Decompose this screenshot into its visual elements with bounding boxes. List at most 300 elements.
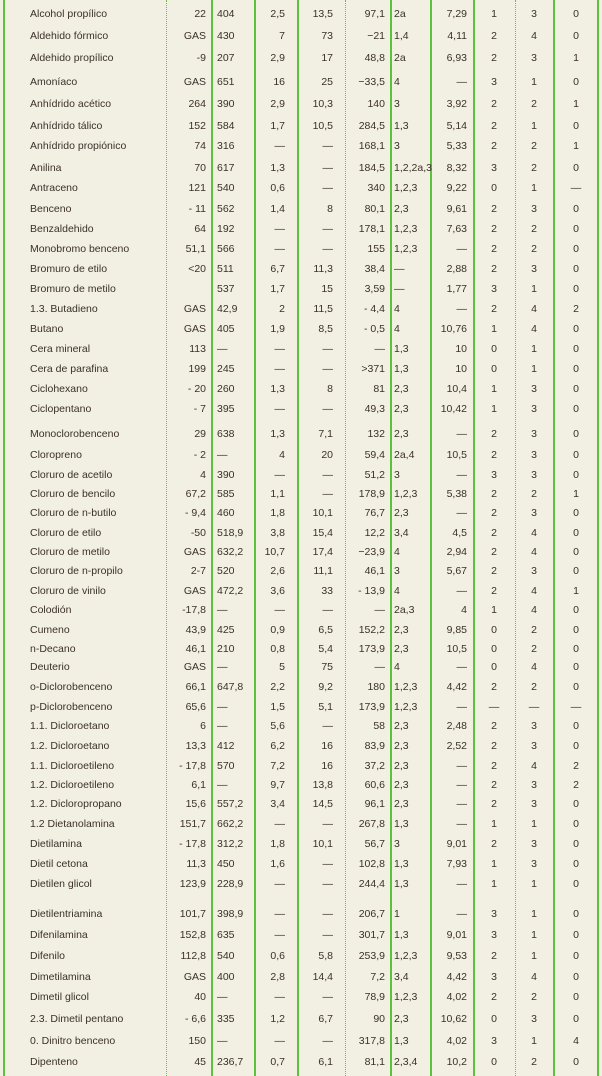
upper-limit: — (322, 403, 333, 415)
reactivity-hazard: 0 (573, 604, 579, 616)
reactivity-hazard: 0 (573, 428, 579, 440)
extinguish-method: 2,3 (394, 760, 409, 772)
reactivity-hazard: 1 (573, 488, 579, 500)
table-row (0, 239, 602, 259)
flash-point: 43,9 (185, 624, 206, 636)
compound-name: Benzaldehido (30, 223, 94, 235)
lower-limit: — (274, 818, 285, 830)
compound-name: 1.1. Dicloroetano (30, 720, 110, 732)
flash-point: GAS (183, 546, 206, 558)
boiling-point: 81,1 (364, 1056, 385, 1068)
upper-limit: 11,1 (313, 565, 333, 577)
lower-limit: 1,8 (270, 838, 285, 850)
density-value: 10,4 (446, 383, 467, 395)
density-value: 4,02 (446, 991, 467, 1003)
boiling-point: 168,1 (358, 140, 385, 152)
flash-point: 121 (188, 182, 206, 194)
upper-limit: — (322, 469, 333, 481)
compound-name: Dietil cetona (30, 858, 88, 870)
health-hazard: 2 (491, 779, 497, 791)
upper-limit: 10,1 (312, 838, 333, 850)
upper-limit: — (322, 488, 333, 500)
health-hazard: 1 (491, 8, 497, 20)
boiling-point: 173,9 (358, 701, 385, 713)
compound-name: Anhídrido acético (30, 98, 112, 110)
reactivity-hazard: 0 (573, 383, 579, 395)
reactivity-hazard: 0 (573, 323, 579, 335)
flash-point: 6 (200, 720, 206, 732)
flash-point: 67,2 (185, 488, 206, 500)
flash-point: -9 (196, 52, 206, 64)
table-row (0, 874, 602, 894)
fire-hazard: 2 (531, 488, 537, 500)
density-value: — (456, 303, 467, 315)
ignition-temp: 192 (217, 223, 235, 235)
fire-hazard: 1 (531, 818, 537, 830)
upper-limit: 13,5 (312, 8, 333, 20)
upper-limit: 15 (321, 283, 333, 295)
table-row (0, 399, 602, 419)
density-value: 10,62 (440, 1013, 467, 1025)
table-row (0, 72, 602, 92)
extinguish-method: 2,3,4 (394, 1056, 418, 1068)
table-row (0, 946, 602, 966)
lower-limit: 0,7 (270, 1056, 285, 1068)
ignition-temp: 570 (217, 760, 235, 772)
extinguish-method: 1,2,3 (394, 991, 418, 1003)
upper-limit: — (322, 720, 333, 732)
lower-limit: 1,3 (270, 383, 285, 395)
compound-name: Cloruro de n-propilo (30, 565, 123, 577)
fire-hazard: 3 (531, 469, 537, 481)
reactivity-hazard: 0 (573, 908, 579, 920)
health-hazard: 0 (491, 624, 497, 636)
boiling-point: 97,1 (364, 8, 385, 20)
table-row (0, 697, 602, 717)
reactivity-hazard: 0 (573, 858, 579, 870)
fire-hazard: 4 (531, 760, 537, 772)
ignition-temp: 511 (217, 263, 234, 275)
extinguish-method: 2,3 (394, 203, 409, 215)
compound-name: Monobromo benceno (30, 243, 130, 255)
compound-name: Ciclopentano (30, 403, 92, 415)
table-row (0, 299, 602, 319)
fire-hazard: 1 (531, 878, 537, 890)
ignition-temp: — (217, 604, 228, 616)
compound-name: Bromuro de metilo (30, 283, 116, 295)
health-hazard: 2 (491, 30, 497, 42)
compound-name: Cera de parafina (30, 363, 109, 375)
reactivity-hazard: 2 (573, 779, 579, 791)
upper-limit: — (322, 182, 333, 194)
extinguish-method: 3,4 (394, 527, 409, 539)
boiling-point: — (374, 343, 385, 355)
lower-limit: — (274, 1035, 285, 1047)
compound-name: Difenilo (30, 950, 66, 962)
extinguish-method: 2,3 (394, 1013, 409, 1025)
extinguish-method: 2,3 (394, 624, 409, 636)
health-hazard: 0 (491, 182, 497, 194)
fire-hazard: 1 (531, 283, 537, 295)
boiling-point: - 0,5 (363, 323, 385, 335)
lower-limit: 5,6 (270, 720, 285, 732)
lower-limit: 0,8 (270, 643, 285, 655)
reactivity-hazard: 0 (573, 546, 579, 558)
fire-hazard: 2 (531, 643, 537, 655)
density-value: 6,93 (446, 52, 467, 64)
upper-limit: 5,8 (318, 950, 333, 962)
compound-name: 1.2. Dicloroetileno (30, 779, 115, 791)
density-value: 10,76 (440, 323, 467, 335)
fire-hazard: 2 (531, 98, 537, 110)
reactivity-hazard: 0 (573, 363, 579, 375)
health-hazard: — (488, 701, 500, 713)
density-value: 10,42 (440, 403, 467, 415)
boiling-point: 284,5 (358, 120, 385, 132)
density-value: 8,32 (446, 162, 467, 174)
flash-point: GAS (183, 76, 206, 88)
density-value: 7,29 (446, 8, 467, 20)
compound-name: o-Diclorobenceno (30, 681, 113, 693)
flash-point: 112,8 (180, 950, 206, 962)
lower-limit: 2,6 (270, 565, 285, 577)
extinguish-method: 2a,3 (394, 604, 415, 616)
lower-limit: — (274, 403, 285, 415)
boiling-point: 152,2 (358, 624, 385, 636)
fire-hazard: 2 (531, 140, 537, 152)
fire-hazard: 2 (531, 162, 537, 174)
upper-limit: — (322, 1035, 333, 1047)
upper-limit: 75 (321, 661, 333, 673)
ignition-temp: — (217, 661, 228, 673)
lower-limit: 6,7 (270, 263, 285, 275)
health-hazard: 0 (491, 661, 497, 673)
fire-hazard: 3 (531, 203, 537, 215)
lower-limit: — (274, 343, 285, 355)
flash-point: 29 (194, 428, 206, 440)
fire-hazard: 1 (531, 950, 537, 962)
extinguish-method: 3 (394, 565, 400, 577)
ignition-temp: 518,9 (217, 527, 244, 539)
fire-hazard: 3 (531, 449, 537, 461)
boiling-point: 51,2 (364, 469, 385, 481)
ignition-temp: 520 (217, 565, 235, 577)
upper-limit: — (322, 929, 333, 941)
lower-limit: 3,4 (270, 798, 285, 810)
table-row (0, 834, 602, 854)
extinguish-method: 3 (394, 838, 400, 850)
extinguish-method: 1,2,3 (394, 182, 418, 194)
lower-limit: 1,7 (270, 120, 285, 132)
density-value: 3,92 (446, 98, 467, 110)
density-value: 5,67 (446, 565, 467, 577)
extinguish-method: 4 (394, 585, 400, 597)
table-row (0, 279, 602, 299)
density-value: 9,85 (446, 624, 467, 636)
boiling-point: — (374, 604, 385, 616)
compound-name: Cloruro de vinilo (30, 585, 106, 597)
upper-limit: 17 (321, 52, 333, 64)
health-hazard: 3 (491, 971, 497, 983)
upper-limit: 6,5 (318, 624, 333, 636)
reactivity-hazard: 0 (573, 798, 579, 810)
boiling-point: −23,9 (358, 546, 385, 558)
fire-hazard: 4 (531, 30, 537, 42)
compound-name: Butano (30, 323, 64, 335)
reactivity-hazard: — (570, 701, 582, 713)
flash-point: 152,8 (179, 929, 206, 941)
fire-hazard: 1 (531, 1035, 537, 1047)
lower-limit: 10,7 (264, 546, 285, 558)
table-row (0, 561, 602, 581)
table-row (0, 48, 602, 68)
health-hazard: 2 (491, 760, 497, 772)
ignition-temp: 585 (217, 488, 235, 500)
reactivity-hazard: 0 (573, 76, 579, 88)
density-value: — (456, 701, 467, 713)
upper-limit: — (322, 858, 333, 870)
health-hazard: 2 (491, 740, 497, 752)
reactivity-hazard: 2 (573, 760, 579, 772)
table-row (0, 178, 602, 198)
boiling-point: 178,1 (358, 223, 385, 235)
boiling-point: 173,9 (358, 643, 385, 655)
lower-limit: 3,6 (270, 585, 285, 597)
reactivity-hazard: 0 (573, 507, 579, 519)
density-value: 1,77 (446, 283, 467, 295)
boiling-point: 58 (373, 720, 385, 732)
compound-name: Antraceno (30, 182, 78, 194)
lower-limit: 0,6 (270, 182, 285, 194)
upper-limit: — (322, 818, 333, 830)
extinguish-method: 4 (394, 76, 400, 88)
fire-hazard: 1 (531, 120, 537, 132)
flash-point: - 2 (193, 449, 206, 461)
upper-limit: 10,3 (312, 98, 333, 110)
reactivity-hazard: 0 (573, 223, 579, 235)
fire-hazard: 1 (531, 908, 537, 920)
extinguish-method: 1,3 (394, 878, 409, 890)
flash-point: 46,1 (185, 643, 206, 655)
table-row (0, 1052, 602, 1072)
reactivity-hazard: 0 (573, 343, 579, 355)
compound-name: Anhídrido propiónico (30, 140, 127, 152)
boiling-point: 12,2 (364, 527, 385, 539)
fire-hazard: 4 (531, 527, 537, 539)
extinguish-method: 2,3 (394, 740, 409, 752)
flash-point: 11,3 (186, 858, 206, 870)
table-row (0, 736, 602, 756)
compound-name: n-Decano (30, 643, 76, 655)
extinguish-method: 1,2,3 (394, 701, 418, 713)
reactivity-hazard: 0 (573, 120, 579, 132)
ignition-temp: 210 (217, 643, 235, 655)
boiling-point: 76,7 (364, 507, 385, 519)
flash-point: 150 (188, 1035, 206, 1047)
ignition-temp: 638 (217, 428, 235, 440)
lower-limit: — (274, 243, 285, 255)
compound-name: 1.2. Dicloropropano (30, 798, 122, 810)
ignition-temp: 430 (217, 30, 235, 42)
ignition-temp: 562 (217, 203, 235, 215)
boiling-point: 96,1 (364, 798, 385, 810)
density-value: 7,63 (446, 223, 467, 235)
density-value: 9,01 (446, 929, 467, 941)
flash-point: 64 (194, 223, 206, 235)
flash-point: - 9,4 (184, 507, 206, 519)
compound-name: Dietilamina (30, 838, 82, 850)
boiling-point: 267,8 (358, 818, 385, 830)
ignition-temp: 540 (217, 182, 235, 194)
table-row (0, 219, 602, 239)
compound-name: Monoclorobenceno (30, 428, 120, 440)
upper-limit: 16 (321, 740, 333, 752)
reactivity-hazard: 0 (573, 8, 579, 20)
compound-name: 2.3. Dimetil pentano (30, 1013, 124, 1025)
health-hazard: 2 (491, 507, 497, 519)
extinguish-method: 1,2,3 (394, 950, 418, 962)
ignition-temp: 404 (217, 8, 235, 20)
compound-name: Cloruro de n-butilo (30, 507, 117, 519)
boiling-point: 48,8 (364, 52, 385, 64)
fire-hazard: 1 (531, 182, 537, 194)
fire-hazard: 2 (531, 243, 537, 255)
table-row (0, 814, 602, 834)
extinguish-method: 1,2,2a,3 (394, 162, 432, 174)
fire-hazard: 4 (531, 661, 537, 673)
health-hazard: 0 (491, 343, 497, 355)
lower-limit: 1,6 (270, 858, 285, 870)
lower-limit: 7,2 (270, 760, 285, 772)
compound-name: Colodión (30, 604, 72, 616)
lower-limit: 2,5 (270, 8, 285, 20)
boiling-point: 178,9 (358, 488, 385, 500)
compound-name: Aldehido propílico (30, 52, 114, 64)
lower-limit: — (274, 604, 285, 616)
ignition-temp: 390 (217, 469, 235, 481)
density-value: — (456, 908, 467, 920)
density-value: 4,42 (446, 681, 467, 693)
reactivity-hazard: 0 (573, 838, 579, 850)
health-hazard: 2 (491, 488, 497, 500)
table-row (0, 199, 602, 219)
extinguish-method: 2,3 (394, 383, 409, 395)
fire-hazard: 3 (531, 720, 537, 732)
ignition-temp: 42,9 (217, 303, 238, 315)
table-row (0, 359, 602, 379)
extinguish-method: 1,2,3 (394, 488, 418, 500)
table-row (0, 987, 602, 1007)
extinguish-method: 2,3 (394, 798, 409, 810)
ignition-temp: — (217, 449, 228, 461)
flash-point: - 7 (193, 403, 206, 415)
table-row (0, 756, 602, 776)
health-hazard: 1 (491, 323, 497, 335)
compound-name: Cera mineral (30, 343, 91, 355)
health-hazard: 1 (491, 858, 497, 870)
extinguish-method: 1,3 (394, 818, 409, 830)
reactivity-hazard: 2 (573, 303, 579, 315)
compound-name: Cloruro de acetilo (30, 469, 113, 481)
fire-hazard: 3 (531, 428, 537, 440)
ignition-temp: 632,2 (217, 546, 244, 558)
ignition-temp: 460 (217, 507, 235, 519)
lower-limit: 6,2 (270, 740, 285, 752)
health-hazard: 0 (491, 1056, 497, 1068)
density-value: 4,11 (447, 30, 467, 42)
ignition-temp: 450 (217, 858, 235, 870)
ignition-temp: 398,9 (217, 908, 244, 920)
density-value: 10,5 (446, 643, 467, 655)
fire-hazard: 3 (531, 1013, 537, 1025)
boiling-point: 83,9 (364, 740, 385, 752)
compound-name: Bromuro de etilo (30, 263, 108, 275)
flash-point: 13,3 (185, 740, 206, 752)
boiling-point: 102,8 (358, 858, 385, 870)
extinguish-method: 1,2,3 (394, 243, 418, 255)
flash-point: 70 (194, 162, 206, 174)
health-hazard: 2 (491, 449, 497, 461)
ignition-temp: — (217, 720, 228, 732)
reactivity-hazard: 0 (573, 878, 579, 890)
reactivity-hazard: 1 (573, 98, 579, 110)
fire-hazard: 4 (531, 546, 537, 558)
extinguish-method: 2,3 (394, 428, 409, 440)
boiling-point: 59,4 (364, 449, 385, 461)
table-row (0, 4, 602, 24)
ignition-temp: — (217, 779, 228, 791)
upper-limit: 33 (321, 585, 333, 597)
fire-hazard: 4 (531, 323, 537, 335)
table-row (0, 794, 602, 814)
extinguish-method: 3,4 (394, 971, 409, 983)
reactivity-hazard: 0 (573, 449, 579, 461)
compound-name: Cloruro de metilo (30, 546, 110, 558)
density-value: 10 (455, 363, 467, 375)
lower-limit: 9,7 (270, 779, 285, 791)
density-value: — (456, 428, 467, 440)
density-value: 10,5 (446, 449, 467, 461)
table-row (0, 620, 602, 640)
health-hazard: 2 (491, 991, 497, 1003)
flash-point: GAS (183, 661, 206, 673)
health-hazard: 2 (491, 263, 497, 275)
upper-limit: 7,1 (318, 428, 333, 440)
table-row (0, 1031, 602, 1051)
upper-limit: 10,1 (312, 507, 333, 519)
boiling-point: 78,9 (364, 991, 385, 1003)
fire-hazard: 2 (531, 1056, 537, 1068)
density-value: 5,33 (446, 140, 467, 152)
reactivity-hazard: 0 (573, 971, 579, 983)
lower-limit: 16 (273, 76, 285, 88)
lower-limit: 0,9 (270, 624, 285, 636)
health-hazard: 2 (491, 203, 497, 215)
lower-limit: 7 (279, 30, 285, 42)
table-row (0, 116, 602, 136)
health-hazard: 2 (491, 838, 497, 850)
reactivity-hazard: 0 (573, 283, 579, 295)
fire-hazard: 1 (531, 76, 537, 88)
compound-name: Amoníaco (30, 76, 78, 88)
upper-limit: 17,4 (312, 546, 333, 558)
health-hazard: 1 (491, 818, 497, 830)
ignition-temp: 316 (217, 140, 235, 152)
compound-name: Dietilentriamina (30, 908, 103, 920)
upper-limit: — (322, 908, 333, 920)
extinguish-method: 4 (394, 661, 400, 673)
boiling-point: - 4,4 (363, 303, 385, 315)
